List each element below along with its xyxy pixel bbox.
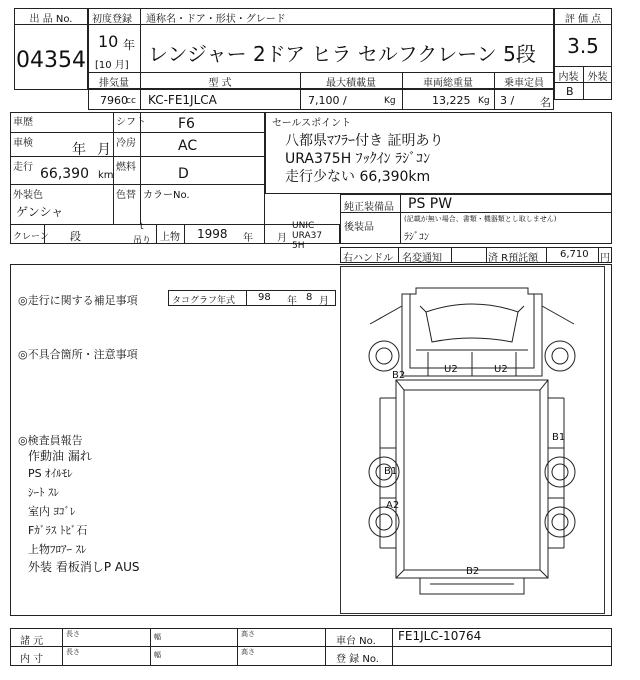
tachograph-label: タコグラフ年式 [172, 296, 236, 306]
gross-weight-unit: Kg [478, 96, 490, 106]
chassis-label: 車台 No. [336, 636, 376, 647]
mark-b2-top-left: B2 [392, 370, 406, 381]
recycle-value: 6,710 [560, 249, 589, 260]
score: 3.5 [567, 34, 599, 58]
max-load: 7,100 / [308, 94, 347, 107]
length-label-2: 長さ [66, 648, 80, 656]
mileage-unit: km [98, 170, 114, 181]
tachograph-year: 98 [258, 292, 271, 303]
shift: F6 [178, 116, 195, 132]
color-code-label: カラーNo. [143, 190, 190, 201]
crane-label: クレーン [13, 232, 49, 242]
sales-points-label: セールスポイント [272, 118, 352, 129]
width-label-1: 幅 [154, 633, 161, 641]
sales-point-line-3: 走行少ない 66,390km [285, 169, 431, 185]
mark-b2-bottom: B2 [466, 566, 480, 577]
reg-month: [10 月] [95, 60, 129, 71]
equipment-label: 純正装備品 [344, 202, 394, 213]
inspector-line-1: 作動油 漏れ [28, 449, 92, 463]
dims-label: 諸 元 [20, 636, 44, 647]
displacement-unit: cc [126, 96, 136, 106]
fuel: D [178, 166, 189, 182]
interior-dims-label: 内 寸 [20, 654, 44, 665]
recycle-unit: 円 [600, 253, 610, 264]
tachograph-year-unit: 年 [287, 296, 297, 307]
body-month-unit: 月 [277, 233, 287, 244]
history-label: 車歴 [13, 117, 33, 128]
ac-label: 冷房 [116, 138, 136, 149]
reg-year-unit: 年 [123, 38, 136, 52]
inspector-line-3: ｼｰﾄ ｽﾚ [28, 486, 59, 499]
mark-b1-left: B1 [384, 466, 398, 477]
equipment-value: PS PW [408, 196, 453, 212]
crane-lift-unit: 吊り [133, 236, 152, 246]
lot-number: 04354 [16, 48, 86, 73]
body-year: 1998 [197, 227, 228, 241]
width-label-2: 幅 [154, 651, 161, 659]
mileage-label: 走行 [13, 162, 33, 173]
inspector-line-4: 室内 ﾖｺﾞﾚ [28, 505, 76, 518]
inspector-line-2: PS ｵｲﾙﾓﾚ [28, 467, 73, 480]
defects-label: ◎不具合箇所・注意事項 [18, 348, 138, 361]
first-reg-label: 初度登録 [92, 14, 132, 25]
registration-label: 登 録 No. [336, 654, 379, 665]
mark-a2-left: A2 [386, 500, 400, 511]
crane-tonnage-unit: t [140, 222, 144, 232]
lot-number-label: 出 品 No. [29, 14, 73, 25]
mark-u2-right: U2 [494, 364, 508, 375]
color-change-label: 色替 [116, 190, 136, 201]
model-grade-label: 通称名・ドア・形状・グレード [146, 14, 286, 25]
reg-year: 10 [98, 32, 119, 51]
interior-grade-label: 内装 [558, 72, 579, 83]
chassis-no: FE1JLC-10764 [398, 629, 482, 643]
displacement-label: 排気量 [99, 78, 129, 89]
score-label: 評 価 点 [564, 14, 602, 25]
ac: AC [178, 138, 198, 154]
vehicle-name: レンジャー 2ドア ヒラ セルフクレーン 5段 [148, 42, 536, 66]
name-change-notice: 名変通知 [402, 253, 442, 264]
gross-weight: 13,225 [432, 94, 471, 107]
inspector-label: ◎検査員報告 [18, 434, 83, 447]
model: KC-FE1JLCA [148, 93, 217, 107]
footer-box [10, 628, 612, 666]
capacity-label: 乗車定員 [504, 78, 544, 89]
driving-notes-label: ◎走行に関する補足事項 [18, 294, 138, 307]
mileage: 66,390 [40, 166, 89, 182]
body-model: UNIC URA37 5H [292, 221, 323, 251]
length-label-1: 長さ [66, 630, 80, 638]
mark-u2-left: U2 [444, 364, 458, 375]
height-label-1: 高さ [241, 630, 255, 638]
mark-b1-right: B1 [552, 432, 566, 443]
crane-stage: 段 [70, 230, 81, 243]
inspection-year-unit: 年 [72, 142, 86, 158]
color: ゲンシャ [16, 205, 64, 219]
inspector-line-6: 上物ﾌﾛｱｰ ｽﾚ [28, 543, 87, 556]
gross-weight-label: 車両総重量 [423, 78, 473, 89]
inspection-month-unit: 月 [97, 142, 111, 158]
aftermarket-value: ﾗｼﾞｺﾝ [404, 232, 429, 243]
tachograph-month-unit: 月 [319, 296, 329, 307]
right-hand-drive: 右ハンドル [343, 253, 393, 264]
height-label-2: 高さ [241, 648, 255, 656]
max-load-label: 最大積載量 [326, 78, 376, 89]
max-load-unit: Kg [384, 96, 396, 106]
sales-point-line-2: URA375H ﾌｯｸｲﾝ ﾗｼﾞｺﾝ [285, 151, 431, 167]
inspector-line-5: Fｶﾞﾗｽ ﾄﾋﾞ石 [28, 524, 88, 537]
sales-point-line-1: 八都県ﾏﾌﾗｰ付き 証明あり [285, 133, 444, 149]
inspector-line-7: 外装 看板消しP AUS [28, 560, 140, 574]
recycle-label: 済 R預託額 [488, 253, 539, 264]
color-label: 外装色 [13, 190, 43, 201]
body-year-unit: 年 [243, 233, 253, 244]
aftermarket-note: (記載が無い場合、書類・機器類とし取しません) [404, 215, 557, 223]
displacement: 7960 [100, 94, 128, 107]
capacity: 3 / [500, 94, 515, 107]
body-label: 上物 [160, 232, 180, 243]
interior-grade: B [566, 85, 574, 98]
exterior-grade-label: 外装 [587, 72, 608, 83]
fuel-label: 燃料 [116, 162, 136, 173]
truck-diagram [340, 266, 605, 614]
tachograph-month: 8 [306, 292, 313, 303]
shift-label: シフト [116, 117, 146, 128]
capacity-unit: 名 [540, 96, 551, 109]
inspection-label: 車検 [13, 138, 33, 149]
aftermarket-label: 後装品 [344, 222, 374, 233]
model-label: 型 式 [208, 78, 232, 89]
